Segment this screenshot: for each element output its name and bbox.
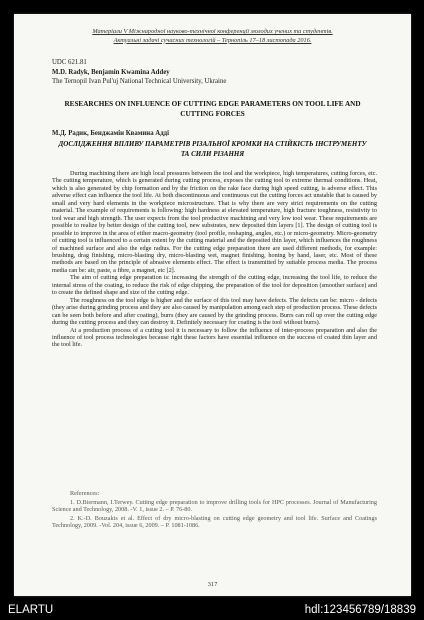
reference-item-1: 1. D.Biermann, I.Terwey. Cutting edge preparation to improve drilling tools for HPC processes. Journal of Manufacturing Science and Technology, 2008. -V. 1, issue 2. – P. 76-80.	[52, 498, 377, 514]
reference-item-2: 2. K.-D. Bouzakis et al. Effect of dry micro-blasting on cutting edge geometry and tool life. Surface and Coatings Technology, 2009. -Vol. 204, issue 6, 2009. – P. 1081-1086.	[52, 514, 377, 530]
affiliation: The Ternopil Ivan Pul'uj National Technical University, Ukraine	[52, 78, 227, 85]
body-paragraph-1: During machining there are high local pressures between the tool and the workpiece, high temperatures, cutting forces, etc. The cutting temperature, which is generated during cutting process, exposes the cutting tool to extreme thermal conditions. Heat, which is also generated by chip formation and by the friction on the rake face during high speed cutting, is adverse effect. This adverse effect can influence the tool life. At both discontinuous and continuous cut the cutting forces act unstable that is caused by small and very hard elements in the workpiece microstructure. That is why there are very strict requirements on the cutting material. The example of requirements is following: high hardness at elevated temperature, high fracture toughness, resistivity to tool wear and high strength. The user expects from the tool productive machining and very low tool wear. These requirements are possible to realize by better design of the cutting tool, new substrates, new deposited thin layers [1]. The design of cutting tool is possible to improve in the area of either macro-geometry (tool profile, reshaping, angles, etc.) or micro-geometry. Micro-geometry of cutting tool is influenced to a certain extent by the cutting material and the deposited thin layer, which influences the roughness of machined surface and also the edge radius. For the cutting edge preparation there are used different methods, for example: brushing, drag finishing, micro-blasting dry, micro-blasting wet, magnet finishing, honing by hand, laser, etc. Most of these methods are based on the principle of abrasive elements effect. The effect is transmitted by suitable process media. The process media can be: air, paste, a fibre, a magnet, etc [2].	[52, 170, 377, 274]
references-heading: References:	[70, 490, 100, 497]
authors-ukrainian: М.Д. Радик, Бенджамін Квамина Аддi	[52, 130, 169, 137]
handle-identifier: hdl:123456789/18839	[304, 604, 416, 616]
body-paragraph-2: The aim of cutting edge preparation is: increasing the strength of the cutting edge, increasing the tool life, to reduce the internal stress of the coating, to reduce the risk of edge chipping, the preparation of the tool for deposition (smoother surface) and to create the defined shape and size of the cutting edge.	[52, 274, 377, 297]
conference-header-line-2: Актуальні задачі сучасних технологій – Тернопіль 17–18 листопада 2016.	[113, 36, 312, 44]
repository-name: ELARTU	[8, 604, 54, 616]
authors-english: M.D. Radyk, Benjamin Kwamina Addey	[52, 68, 170, 76]
article-title-ukrainian: ДОСЛІДЖЕННЯ ВПЛИВУ ПАРАМЕТРІВ РІЗАЛЬНОЇ КРОМКИ НА СТІЙКІСТЬ ІНСТРУМЕНТУ ТА СИЛИ РІЗАННЯ	[58, 140, 367, 158]
article-body	[52, 170, 377, 349]
page-number: 317	[207, 581, 218, 588]
conference-header	[14, 28, 411, 45]
paper-page	[14, 14, 411, 596]
references-section	[52, 490, 377, 530]
body-paragraph-3: The roughness on the tool edge is higher and the surface of this tool may have defects. The defects can be: micro - defects (they arise during grinding process and they are also caused by manipulation among each step of production process. These defects can be seen both before and after coating), burrs (they are caused by the grinding process. Burrs can roll up over the cutting edge during the cutting process and they can destroy it. Definitely necessary for coating is the tool without burrs).	[52, 296, 377, 327]
article-meta	[52, 58, 226, 87]
udc-code: UDC 621.81	[52, 59, 87, 66]
article-title-english: RESEARCHES ON INFLUENCE OF CUTTING EDGE PARAMETERS ON TOOL LIFE AND CUTTING FORCES	[64, 100, 361, 118]
body-paragraph-4: At a production process of a cutting tool it is necessary to follow the influence of inter-process preparation and also the influence of tool process technologies because right these factors have essential influence on the success of coated thin layer and the tool life.	[52, 326, 377, 349]
repository-footer	[0, 600, 424, 620]
conference-header-line-1: Матеріали V Міжнародної науково-технічної конференції молодих учених та студентів.	[92, 28, 333, 35]
